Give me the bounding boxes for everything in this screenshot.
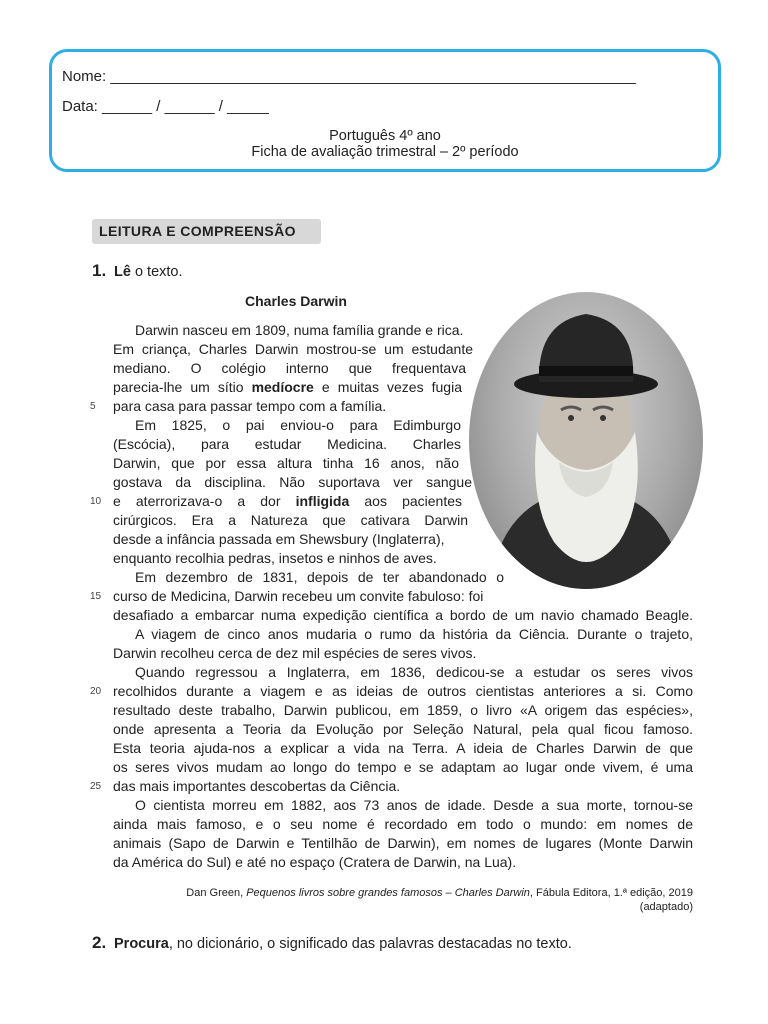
story-line-text: Esta teoria ajuda-nos a explicar a vida na Terra. A ideia de Charles Darwin de que (113, 740, 693, 756)
question-2-text (114, 936, 572, 952)
story-line (113, 454, 459, 472)
story-title: Charles Darwin (245, 293, 347, 309)
story-line-text: para casa para passar tempo com a família. (113, 398, 387, 414)
story-line-text: da América do Sul) e até no espaço (Cratera de Darwin, na Lua). (113, 854, 517, 870)
story-line-text: Em 1825, o pai enviou-o para Edimburgo (135, 417, 461, 433)
story-line-text: animais (Sapo de Darwin e Tentilhão de Darwin), em nomes de lugares (Monte Darwin (113, 835, 693, 851)
story-line-text: O cientista morreu em 1882, aos 73 anos de idade. Desde a sua morte, tornou-se (135, 797, 693, 813)
name-field[interactable]: Nome: _______________________________________________________________ (62, 68, 636, 85)
story-line (113, 340, 473, 358)
story-line (113, 397, 438, 415)
question-1-verb: Lê (114, 264, 131, 280)
story-line (113, 682, 693, 700)
story-line-text: e aterrorizava-o a dor (113, 493, 296, 509)
story-line-text: Quando regressou a Inglaterra, em 1836, dedicou-se a estudar os seres vivos (135, 664, 693, 680)
story-line (135, 663, 693, 681)
section-title: LEITURA E COMPREENSÃO (92, 219, 321, 244)
story-line (113, 473, 472, 491)
question-2-verb: Procura (114, 936, 169, 952)
credit-note: (adaptado) (639, 901, 693, 913)
worksheet-subtitle: Ficha de avaliação trimestral – 2º período (251, 144, 519, 160)
story-line (135, 416, 461, 434)
story-line-text: Darwin nasceu em 1809, numa família grande e rica. (135, 322, 464, 338)
line-number: 25 (90, 781, 102, 792)
credit-publisher: , Fábula Editora, 1.ª edição, 2019 (529, 887, 693, 899)
story-line-text: e muitas vezes fugia (313, 379, 462, 395)
highlighted-word: infligida (295, 493, 350, 509)
story-line-text: (Escócia), para estudar Medicina. Charles (113, 436, 461, 452)
story-line (135, 796, 693, 814)
story-line (113, 758, 693, 776)
story-line (113, 606, 693, 624)
story-line-text: onde apresenta a Teoria da Evolução por Seleção Natural, pela qual ficou famoso. (113, 721, 693, 737)
credit-author: Dan Green, (186, 887, 247, 899)
story-line-text: parecia-lhe um sítio (113, 379, 252, 395)
story-line (113, 378, 462, 396)
date-field[interactable]: Data: ______ / ______ / _____ (62, 98, 269, 115)
story-line-text: gostava da disciplina. Não suportava ver sangue (113, 474, 472, 490)
subject-title: Português 4º ano (329, 128, 441, 144)
student-info-box (49, 49, 721, 172)
story-line (113, 739, 693, 757)
line-number: 20 (90, 686, 102, 697)
story-line-text: Em criança, Charles Darwin mostrou-se um estudante (113, 341, 473, 357)
story-line-text: Darwin recolheu cerca de dez mil espécies de seres vivos. (113, 645, 477, 661)
story-line-text: desde a infância passada em Shewsbury (Inglaterra), (113, 531, 445, 547)
story-line (113, 359, 466, 377)
story-line (113, 435, 461, 453)
line-number: 10 (90, 496, 102, 507)
source-credit (186, 887, 693, 899)
story-line (135, 625, 693, 643)
line-number: 15 (90, 591, 102, 602)
story-line-text: cirúrgicos. Era a Natureza que cativara Darwin (113, 512, 468, 528)
story-line-text: resultado deste trabalho, Darwin publicou, em 1859, o livro «A origem das espécies», (113, 702, 693, 718)
portrait-illustration (469, 292, 703, 589)
credit-book: Pequenos livros sobre grandes famosos – Charles Darwin (246, 887, 530, 899)
story-line-text: mediano. O colégio interno que frequentava (113, 360, 466, 376)
story-line-text: Darwin, que por essa altura tinha 16 anos, não (113, 455, 459, 471)
story-line (113, 701, 693, 719)
story-line (135, 321, 485, 339)
highlighted-word: medíocre (251, 379, 314, 395)
story-line (113, 720, 693, 738)
story-line (113, 549, 474, 567)
story-line-text: os seres vivos mudam ao longo do tempo e se adaptam ao lugar onde vivem, é uma (113, 759, 693, 775)
story-line (113, 511, 468, 529)
charles-darwin-portrait (469, 292, 703, 589)
story-line-text: Em dezembro de 1831, depois de ter abandonado o (135, 569, 504, 585)
line-number: 5 (90, 401, 96, 412)
story-line-text: aos pacientes (349, 493, 462, 509)
story-line-text: desafiado a embarcar numa expedição científica a bordo de um navio chamado Beagle. (113, 607, 693, 623)
story-line (113, 815, 693, 833)
question-1-rest: o texto. (130, 264, 183, 280)
story-line (135, 568, 504, 586)
story-line-text: curso de Medicina, Darwin recebeu um convite fabuloso: foi (113, 588, 484, 604)
story-line-text: A viagem de cinco anos mudaria o rumo da história da Ciência. Durante o trajeto, (135, 626, 693, 642)
story-line (113, 853, 550, 871)
story-line-text: enquanto recolhia pedras, insetos e ninhos de aves. (113, 550, 437, 566)
question-1-text (114, 264, 183, 280)
story-line-text: das mais importantes descobertas da Ciência. (113, 778, 401, 794)
story-line (113, 834, 693, 852)
story-line (113, 777, 436, 795)
question-1-number: 1. (92, 261, 107, 280)
story-line (113, 644, 518, 662)
story-line-text: ainda mais famoso, e o seu nome é recordado em todo o mundo: em nomes de (113, 816, 693, 832)
story-line (113, 587, 531, 605)
question-2-rest: , no dicionário, o significado das palavras destacadas no texto. (168, 936, 572, 952)
story-line (113, 492, 462, 510)
question-2-number: 2. (92, 933, 107, 952)
story-line-text: recolhidos durante a viagem e as ideias de outros cientistas anteriores a si. Como (113, 683, 693, 699)
story-line (113, 530, 478, 548)
